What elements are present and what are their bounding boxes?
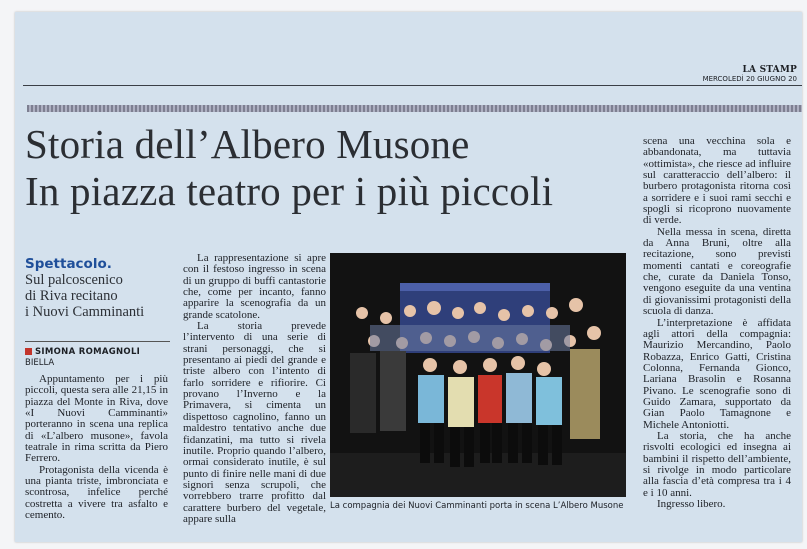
paragraph: scena una vecchina sola e abbandonata, ma tuttavia «ottimista», che riesce ad influire sul caratteraccio dell’albero: il burbero protagonista ritorna così a sorridere e i suoi rami secchi e spogli si ricoprono nuovamente di verde.: [643, 135, 791, 227]
headline-line-2: In piazza teatro per i più piccoli: [25, 168, 554, 214]
newspaper-name: LA STAMP: [742, 65, 797, 75]
subheading-line-2: di Riva recitano: [25, 288, 118, 304]
masthead: [703, 66, 797, 83]
subheading-line-1: Sul palcoscenico: [25, 272, 123, 288]
photo-caption: La compagnia dei Nuovi Camminanti porta in scena L’Albero Musone: [330, 501, 624, 511]
article-column-4: [643, 136, 791, 510]
article-column-2: [183, 253, 326, 525]
paragraph: La storia prevede l’intervento di una serie di strani personaggi, che si presentano ai piedi del grande e triste albero con l’intento di farlo sorridere e rifiorire. Ci provano l’Inverno e la Primavera, si cimenta un dispettoso cagnolino, fanno un maldestro tentativo anche due fidanzatini, ma tutto si rivela inutile. Proprio quando l’albero, ormai considerato inutile, è sul punto di finire nelle mani di due signori senza scrupoli, che vorrebbero trarre profitto dal carattere burbero del vegetale, appare sulla: [183, 320, 326, 525]
paragraph: La rappresentazione si apre con il festoso ingresso in scena di un gruppo di buffi cantastorie che, come per incanto, fanno apparire la scenografia da un grande scatolone.: [183, 252, 326, 321]
paragraph: Nella messa in scena, diretta da Anna Bruni, oltre alla recitazione, sono previsti momenti cantati e coreografie che, curate da Daniela Tonso, vengono eseguite da una ventina di giovanissimi protagonisti della scuola di danza.: [643, 225, 791, 318]
author-name: SIMONA ROMAGNOLI: [35, 347, 141, 357]
article-headline: [25, 121, 640, 215]
issue-date: MERCOLEDÌ 20 GIUGNO 20: [702, 75, 797, 83]
byline: [25, 341, 170, 369]
header-rule: [23, 85, 802, 86]
section-label: Spettacolo.: [25, 256, 112, 272]
stage-group-photo: [330, 253, 626, 497]
byline-marker: [25, 348, 32, 355]
subheading-line-3: i Nuovi Camminanti: [25, 304, 145, 320]
dateline-place: BIELLA: [25, 358, 55, 368]
paragraph: La storia, che ha anche risvolti ecologici ed insegna ai bambini il rispetto dell’ambiente, si rivolge in modo particolare alla fascia d’età compresa tra i 4 e i 10 anni.: [643, 429, 791, 499]
paragraph: Ingresso libero.: [657, 498, 726, 510]
headline-line-1: Storia dell’Albero Musone: [25, 121, 470, 167]
article-column-1: [25, 374, 168, 521]
decorative-band: [27, 105, 802, 112]
paragraph: L’interpretazione è affidata agli attori della compagnia: Maurizio Mercandino, Paolo Robazza, Enrico Gatti, Cristina Colonna, Fernanda Gionco, Lariana Brasolin e Rosanna Pivano. Le scenografie sono di Guido Zamara, supportato da Gian Paolo Tamagnone e Michele Antoniotti.: [643, 316, 791, 431]
paragraph: Protagonista della vicenda è una pianta triste, imbronciata e scontrosa, infelice perché costretta a vivere tra asfalto e cemento.: [25, 463, 168, 522]
kicker-block: [25, 256, 170, 320]
newspaper-page: [15, 12, 802, 542]
article-photo: [330, 253, 626, 497]
paragraph: Appuntamento per i più piccoli, questa sera alle 21,15 in piazza del Monte in Riva, dove «I Nuovi Camminanti» porteranno in scena una replica di «L’albero musone», favola teatrale in rima scritta da Piero Ferrero.: [25, 373, 168, 465]
